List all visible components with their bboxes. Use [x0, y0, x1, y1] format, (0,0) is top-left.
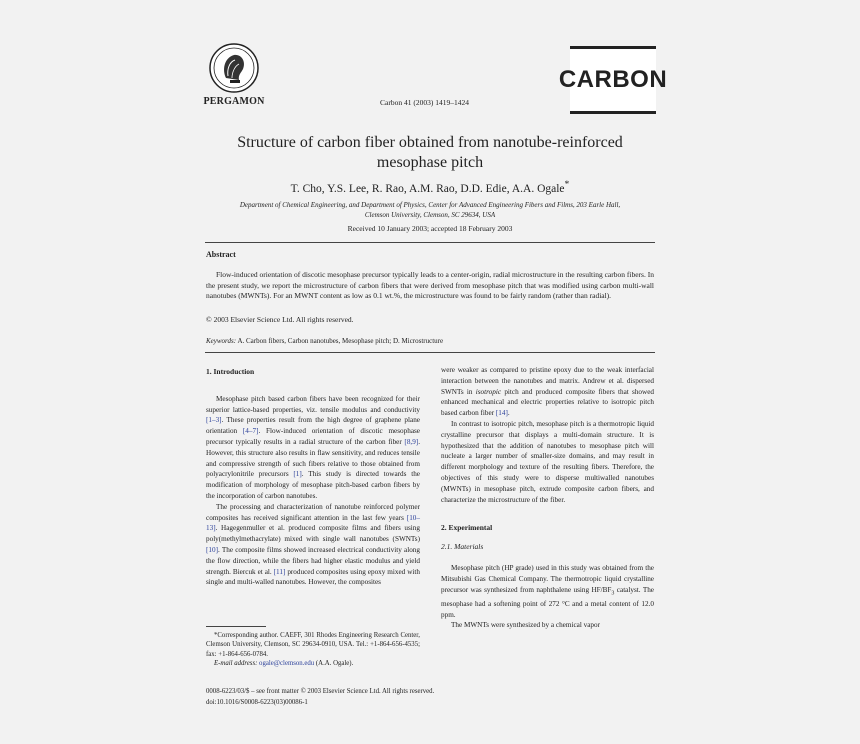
journal-citation: Carbon 41 (2003) 1419–1424 — [380, 98, 469, 107]
text-run: . Hagegenmuller et al. produced composite films and fibers using poly(methylmethacrylate) mixed with single wall nanotubes (SWNTs) — [206, 524, 420, 544]
authors-text: T. Cho, Y.S. Lee, R. Rao, A.M. Rao, D.D. Edie, A.A. Ogale — [290, 182, 565, 195]
citation-link[interactable]: [11] — [273, 567, 286, 576]
divider-bottom — [205, 352, 655, 353]
text-run: Mesophase pitch (HP grade) used in this study was obtained from the Mitsubishi Gas Chemical Company. The thermotropic liquid crystalline precursor was synthesized from naphthalene using HF/BF — [441, 563, 654, 594]
intro-paragraph-4: In contrast to isotropic pitch, mesophase pitch is a thermotropic liquid crystalline precursor that displays a multi-domain structure. It is hypothesized that the addition of nanotubes to mesophase pitch will nucleate a larger number of smaller-size domains, and may result in different morphology and texture of the resulting fibers. Therefore, the objectives of this study were to disperse multiwalled nanotubes (MWNTs) in mesophase pitch, extrude composite carbon fibers, and characterize the microstructure of the fiber. — [441, 419, 654, 504]
intro-paragraph-2 — [206, 502, 420, 588]
text-run: catalyst. The mesophase had a softening point of 272 °C and a metal content of 12.0 ppm. — [441, 585, 654, 619]
abstract-heading: Abstract — [206, 250, 236, 259]
subscript: 3 — [611, 589, 615, 596]
keywords-label: Keywords: — [206, 337, 237, 345]
publisher-logo — [203, 42, 265, 107]
doi-line: doi:10.1016/S0008-6223(03)00086-1 — [206, 698, 308, 706]
section-heading-introduction: 1. Introduction — [206, 367, 255, 376]
abstract-body: Flow-induced orientation of discotic mesophase precursor typically leads to a center-origin, radial microstructure in the resulting carbon fibers. In the present study, we report the microstructure of carbon fibers that were derived from mesophase pitch that was modified using carbon multi-wall nanotubes (MWNTs). For an MWNT content as low as 0.1 wt.%, the microstructure was found to be fairly random (rather than radial). — [206, 270, 654, 301]
text-run: were weaker as compared to pristine epoxy due to the weak interfacial interaction between the nanotubes and matrix. Andrew et al. dispersed SWNTs in — [441, 366, 654, 396]
corresponding-author-footnote — [206, 631, 420, 669]
citation-link[interactable]: [1–3] — [206, 416, 222, 425]
footnote-email — [206, 659, 420, 668]
affiliation-line-1: Department of Chemical Engineering, and Department of Physics, Center for Advanced Engineering Fibers and Films, 203 Earle Hall, — [239, 201, 621, 209]
divider-top — [205, 242, 655, 243]
journal-logo — [558, 46, 668, 114]
text-run: The processing and characterization of nanotube reinforced polymer composites has received significant attention in the last few years — [206, 502, 420, 522]
intro-paragraph-1 — [206, 394, 420, 502]
section-spacer — [441, 505, 654, 523]
citation-link[interactable]: [1] — [293, 470, 302, 479]
pergamon-tree-logo-icon — [208, 42, 260, 94]
text-run: . These properties result from the high degree of graphene plane orientation — [206, 416, 420, 436]
journal-name: CARBON — [558, 66, 668, 93]
intro-paragraph-3 — [441, 365, 654, 419]
issn-line: 0008-6223/03/$ – see front matter © 2003 Elsevier Science Ltd. All rights reserved. — [206, 688, 435, 695]
abstract-copyright: © 2003 Elsevier Science Ltd. All rights reserved. — [206, 315, 354, 324]
citation-link[interactable]: [14] — [495, 409, 508, 418]
affiliation — [200, 200, 660, 220]
received-dates: Received 10 January 2003; accepted 18 February 2003 — [347, 224, 513, 233]
title-line-1: Structure of carbon fiber obtained from nanotube-reinforced — [237, 134, 623, 151]
materials-paragraph-1 — [441, 563, 654, 620]
front-matter-footer — [206, 687, 434, 708]
footnote-text: *Corresponding author. CAEFF, 301 Rhodes Engineering Research Center, Clemson University, Clemson, SC 29634-0910, USA. Tel.: +1-864-656-4535; fax: +1-864-656-0784. — [206, 632, 420, 658]
text-run: . However, this structure also results in flaw sensitivity, and reduces tensile and compressive strength of such fibers relative to those obtained from polyacrylonitrile precursors — [206, 437, 420, 479]
footnote-divider — [206, 626, 266, 627]
affiliation-line-2: Clemson University, Clemson, SC 29634, USA — [364, 211, 496, 219]
section-heading-experimental: 2. Experimental — [441, 523, 493, 533]
text-run: pitch and produced composite fibers that showed enhanced mechanical and electric properties relative to isotropic pitch based carbon fiber — [441, 387, 654, 418]
email-suffix: (A.A. Ogale). — [314, 660, 354, 668]
corresponding-author-mark[interactable]: * — [564, 179, 570, 190]
text-run: produced composites using epoxy mixed with single and multi-walled nanotubes. However, the composites — [206, 567, 420, 587]
text-run: . This study is directed towards the modification of morphology of mesophase pitch-based carbon fibers by the incorporation of carbon nanotubes. — [206, 470, 420, 500]
citation-link[interactable]: [10] — [206, 545, 218, 554]
column-right — [441, 365, 654, 631]
subsection-heading-materials: 2.1. Materials — [441, 542, 484, 552]
text-run: . Flow-induced orientation of discotic mesophase precursor typically results in a radial structure of the carbon fiber — [206, 427, 420, 446]
text-run: . — [507, 409, 510, 418]
author-list — [200, 179, 660, 195]
email-link[interactable]: ogale@clemson.edu — [257, 660, 315, 668]
materials-paragraph-2: The MWNTs were synthesized by a chemical vapor — [451, 621, 600, 630]
keywords-text: A. Carbon fibers, Carbon nanotubes, Mesophase pitch; D. Microstructure — [236, 337, 444, 345]
citation-link[interactable]: [4–7] — [242, 427, 259, 436]
text-run: Mesophase pitch based carbon fibers have been recognized for their superior lattice-based properties, viz. tensile modulus and conductivity — [206, 394, 420, 414]
article-title — [200, 133, 660, 173]
citation-link[interactable]: [10–13] — [206, 513, 420, 533]
citation-link[interactable]: [8,9] — [404, 437, 419, 446]
publisher-name: PERGAMON — [203, 96, 265, 107]
column-left — [206, 367, 420, 588]
keywords — [206, 337, 443, 345]
title-line-2: mesophase pitch — [376, 154, 484, 171]
text-run: . The composite films showed increased electrical conductivity along the flow direction, while the fibers had higher elastic modulus and yield strength. Biercuk et al. — [206, 545, 420, 576]
email-label: E-mail address: — [214, 660, 258, 668]
emphasis-text: isotropic — [475, 387, 502, 396]
